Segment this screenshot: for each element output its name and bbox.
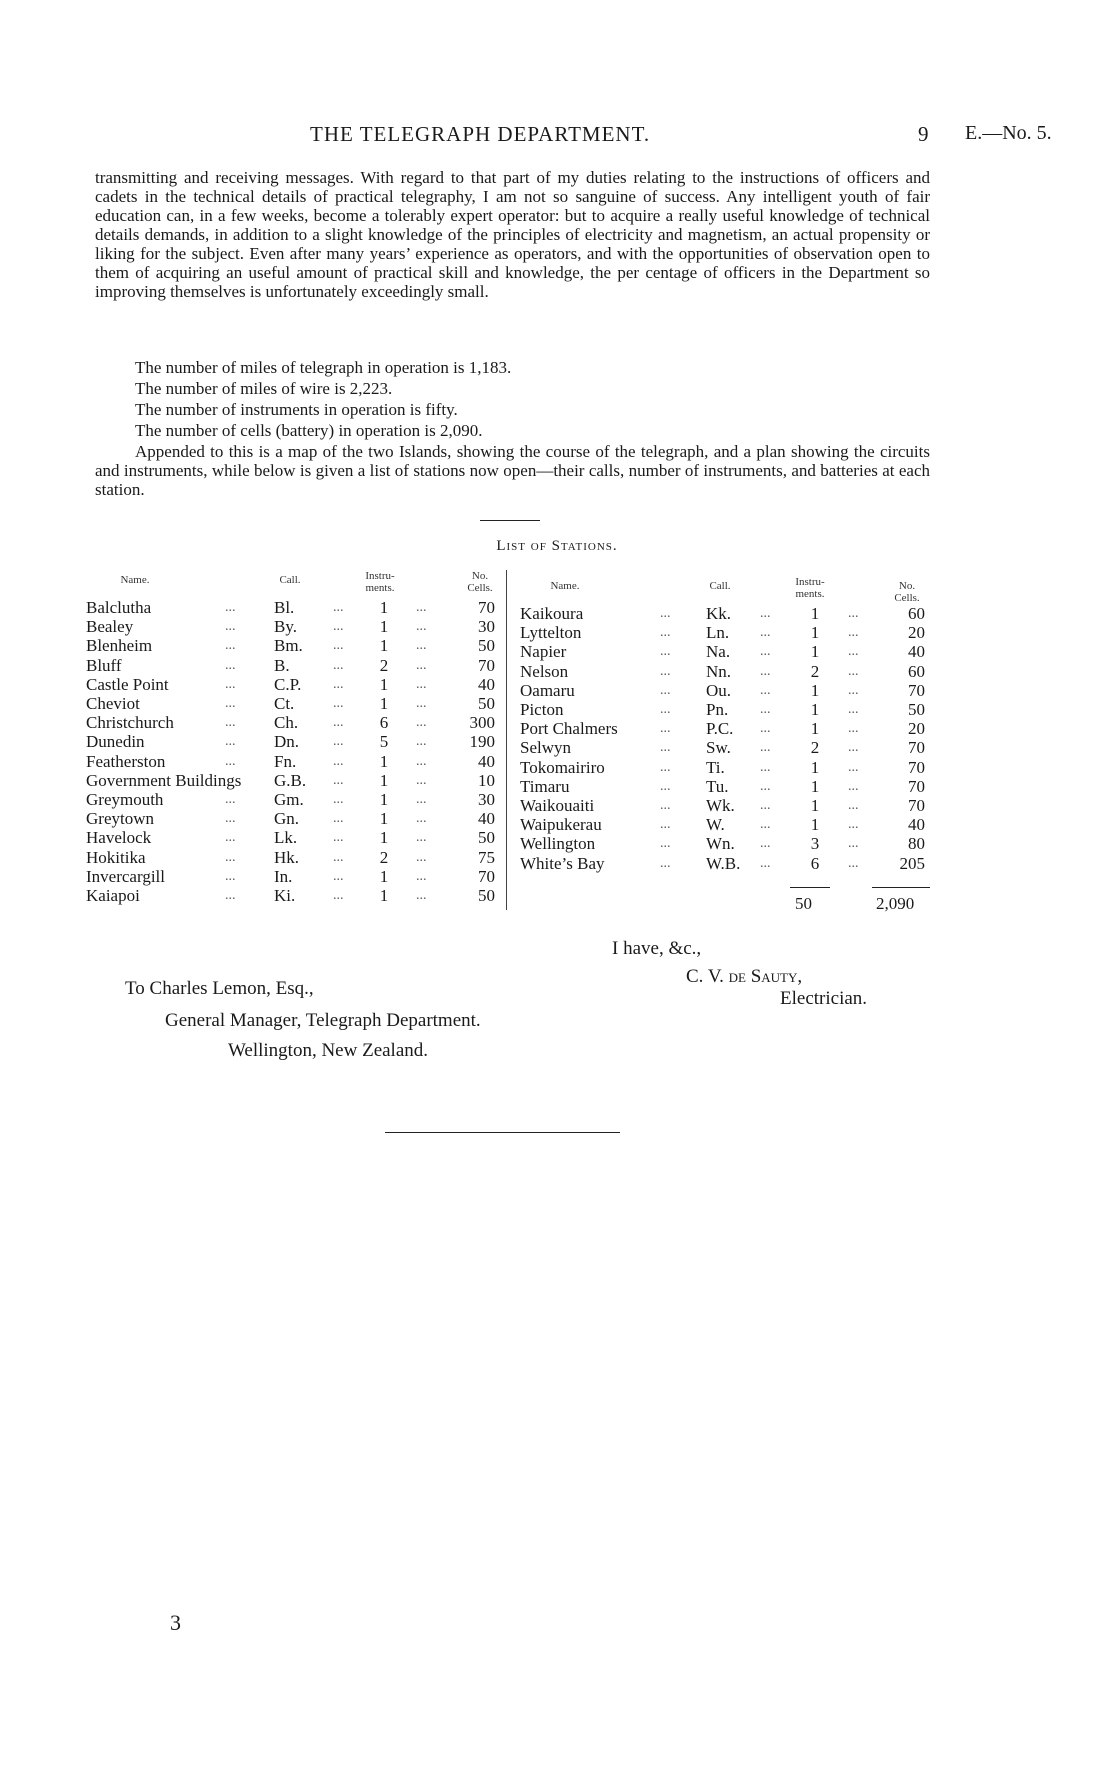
station-call: Gm. <box>274 790 304 809</box>
station-call: By. <box>274 617 297 637</box>
station-cells: 205 <box>899 853 925 873</box>
header-cells-right <box>887 580 927 604</box>
leader-dots: ... <box>660 644 671 660</box>
station-call: Wn. <box>706 834 735 854</box>
station-instruments: 1 <box>379 790 389 809</box>
header-name-right: Name. <box>550 580 580 592</box>
station-instruments: 1 <box>379 809 389 829</box>
station-instruments: 1 <box>810 642 820 662</box>
header-call-left: Call. <box>279 574 301 586</box>
closing-formula: I have, &c., <box>612 938 702 959</box>
station-instruments: 2 <box>810 661 820 681</box>
header-instr-line1: Instru- <box>365 570 395 582</box>
station-name: Bealey <box>86 617 134 637</box>
station-call: Lk. <box>274 828 298 848</box>
leader-dots: ... <box>760 682 771 698</box>
header-instr-line2: ments. <box>795 588 825 600</box>
station-cells: 50 <box>478 694 495 713</box>
station-name: Oamaru <box>520 680 575 700</box>
leader-dots: ... <box>760 817 771 833</box>
station-cells: 20 <box>908 719 925 739</box>
leader-dots: ... <box>760 778 771 794</box>
leader-dots: ... <box>225 811 236 827</box>
leader-dots: ... <box>760 721 771 737</box>
station-cells: 30 <box>478 617 495 637</box>
leader-dots: ... <box>848 855 859 871</box>
station-cells: 70 <box>478 655 495 675</box>
station-name: Christchurch <box>86 713 174 733</box>
leader-dots: ... <box>848 740 859 756</box>
station-call: Bm. <box>274 636 303 656</box>
leader-dots: ... <box>848 644 859 660</box>
station-cells: 50 <box>478 636 495 656</box>
station-instruments: 2 <box>379 655 389 675</box>
station-name: Nelson <box>520 661 569 681</box>
leader-dots: ... <box>848 625 859 641</box>
leader-dots: ... <box>225 696 236 711</box>
leader-dots: ... <box>333 753 344 769</box>
leader-dots: ... <box>660 682 671 698</box>
station-call: Nn. <box>706 661 732 681</box>
station-name: Greytown <box>86 809 154 829</box>
document-reference: E.—No. 5. <box>965 122 1052 144</box>
table-caption: List of Stations. <box>496 538 618 554</box>
leader-dots: ... <box>660 759 671 775</box>
leader-dots: ... <box>225 830 236 846</box>
table-column-divider <box>506 570 507 910</box>
leader-dots: ... <box>333 619 344 635</box>
station-cells: 70 <box>908 738 925 758</box>
leader-dots: ... <box>225 868 236 884</box>
station-instruments: 1 <box>810 604 820 623</box>
leader-dots: ... <box>333 600 344 615</box>
station-cells: 50 <box>478 886 495 905</box>
running-title: THE TELEGRAPH DEPARTMENT. <box>310 122 651 146</box>
leader-dots: ... <box>225 753 236 769</box>
station-instruments: 1 <box>379 751 389 771</box>
leader-dots: ... <box>225 888 236 903</box>
station-instruments: 1 <box>379 828 389 848</box>
station-instruments: 3 <box>810 834 820 854</box>
leader-dots: ... <box>416 849 427 865</box>
leader-dots: ... <box>416 696 427 711</box>
leader-dots: ... <box>333 638 344 654</box>
leader-dots: ... <box>333 676 344 692</box>
address-line-2: General Manager, Telegraph Department. <box>165 1010 481 1031</box>
station-call: Wk. <box>706 796 735 815</box>
header-cells-line1: No. <box>898 580 916 592</box>
leader-dots: ... <box>416 868 427 884</box>
station-instruments: 1 <box>810 815 820 835</box>
closing-rule <box>385 1132 620 1133</box>
station-instruments: 2 <box>379 847 389 867</box>
leader-dots: ... <box>333 868 344 884</box>
leader-dots: ... <box>660 721 671 737</box>
station-instruments: 1 <box>810 680 820 700</box>
station-call: P.C. <box>706 719 734 739</box>
address-line-3: Wellington, New Zealand. <box>228 1040 429 1061</box>
leader-dots: ... <box>225 657 236 673</box>
stat-miles-wire: The number of miles of wire is 2,223. <box>135 379 393 398</box>
station-instruments: 6 <box>810 853 820 873</box>
station-instruments: 1 <box>379 674 389 694</box>
header-cells-left <box>460 570 500 594</box>
station-cells: 30 <box>478 790 495 809</box>
leader-dots: ... <box>416 772 427 788</box>
station-instruments: 1 <box>379 617 389 637</box>
leader-dots: ... <box>333 849 344 865</box>
leader-dots: ... <box>848 817 859 833</box>
station-cells: 40 <box>908 642 925 662</box>
leader-dots: ... <box>225 676 236 692</box>
station-cells: 80 <box>908 834 925 854</box>
station-name: Wellington <box>520 834 596 854</box>
station-cells: 190 <box>469 732 495 752</box>
leader-dots: ... <box>333 772 344 788</box>
station-name: Waipukerau <box>520 815 602 835</box>
station-instruments: 2 <box>810 738 820 758</box>
station-call: Fn. <box>274 751 297 771</box>
leader-dots: ... <box>660 606 671 621</box>
station-instruments: 5 <box>379 732 389 752</box>
leader-dots: ... <box>225 849 236 865</box>
station-name: Balclutha <box>86 598 152 617</box>
leader-dots: ... <box>660 702 671 717</box>
leader-dots: ... <box>848 721 859 737</box>
station-cells: 70 <box>908 680 925 700</box>
leader-dots: ... <box>333 792 344 807</box>
station-call: Kk. <box>706 604 732 623</box>
station-call: Na. <box>706 642 731 662</box>
leader-dots: ... <box>333 830 344 846</box>
leader-dots: ... <box>760 606 771 621</box>
leader-dots: ... <box>760 702 771 717</box>
leader-dots: ... <box>848 759 859 775</box>
station-name: Waikouaiti <box>520 796 595 815</box>
station-call: B. <box>274 655 290 675</box>
station-call: Dn. <box>274 732 300 752</box>
paragraph-training: transmitting and receiving messages. With regard to that part of my duties relating to the instructions of officers and cadets in the technical details of practical telegraphy, I am not so sanguine of success. Any intelligent youth of fair education can, in a few weeks, become a tolerably expert operator: but to acquire a really useful knowledge of technical details demands, in addition to a slight knowledge of the principles of electricity and magnetism, an actual propensity or liking for the subject. Even after many years’ experience as operators, and with the opportunities of observation open to them of acquiring an useful amount of practical skill and knowledge, the per centage of officers in the Department so improving themselves is unfortunately exceedingly small. <box>95 168 930 301</box>
station-cells: 75 <box>478 847 495 867</box>
station-instruments: 1 <box>810 623 820 643</box>
leader-dots: ... <box>416 600 427 615</box>
station-instruments: 1 <box>810 757 820 777</box>
leader-dots: ... <box>416 792 427 807</box>
station-call: G.B. <box>274 770 307 790</box>
sheet-signature: 3 <box>170 1610 181 1635</box>
station-name: White’s Bay <box>520 853 605 873</box>
station-name: Hokitika <box>86 847 146 867</box>
station-instruments: 1 <box>379 598 389 617</box>
station-cells: 40 <box>478 674 495 694</box>
leader-dots: ... <box>848 778 859 794</box>
signer <box>686 966 802 988</box>
header-instr-line2: ments. <box>365 582 395 594</box>
station-cells: 10 <box>478 770 495 790</box>
leader-dots: ... <box>660 798 671 813</box>
station-call: Ct. <box>274 694 295 713</box>
leader-dots: ... <box>225 638 236 654</box>
leader-dots: ... <box>225 600 236 615</box>
header-cells-line2: Cells. <box>894 592 920 604</box>
station-call: Ou. <box>706 680 732 700</box>
leader-dots: ... <box>848 682 859 698</box>
leader-dots: ... <box>416 888 427 903</box>
station-name: Bluff <box>86 655 122 675</box>
station-call: Ch. <box>274 713 299 733</box>
leader-dots: ... <box>660 625 671 641</box>
station-cells: 70 <box>478 866 495 886</box>
leader-dots: ... <box>225 715 236 731</box>
station-cells: 70 <box>478 598 495 617</box>
station-cells: 20 <box>908 623 925 643</box>
leader-dots: ... <box>416 676 427 692</box>
station-name: Invercargill <box>86 866 165 886</box>
station-instruments: 1 <box>810 796 820 815</box>
stat-cells: The number of cells (battery) in operation is 2,090. <box>135 421 483 440</box>
total-rule-cells <box>872 887 930 888</box>
leader-dots: ... <box>760 740 771 756</box>
station-name: Greymouth <box>86 790 164 809</box>
station-name: Port Chalmers <box>520 719 618 739</box>
leader-dots: ... <box>416 638 427 654</box>
station-cells: 50 <box>478 828 495 848</box>
station-call: In. <box>274 866 293 886</box>
station-name: Lyttelton <box>520 623 582 643</box>
leader-dots: ... <box>416 657 427 673</box>
header-cells-line1: No. <box>471 570 489 582</box>
leader-dots: ... <box>416 753 427 769</box>
page-number: 9 <box>918 122 929 146</box>
station-call: Gn. <box>274 809 300 829</box>
leader-dots: ... <box>848 702 859 717</box>
header-instruments-right <box>785 576 835 600</box>
separator-rule <box>480 520 540 521</box>
leader-dots: ... <box>660 740 671 756</box>
station-name: Government Buildings <box>86 770 242 790</box>
leader-dots: ... <box>333 657 344 673</box>
station-cells: 50 <box>908 700 925 719</box>
leader-dots: ... <box>848 606 859 621</box>
station-call: Pn. <box>706 700 729 719</box>
station-call: Tu. <box>706 776 729 796</box>
leader-dots: ... <box>416 830 427 846</box>
station-instruments: 1 <box>379 770 389 790</box>
leader-dots: ... <box>225 619 236 635</box>
leader-dots: ... <box>225 734 236 750</box>
station-instruments: 1 <box>379 886 389 905</box>
station-cells: 300 <box>469 713 495 733</box>
leader-dots: ... <box>416 734 427 750</box>
station-call: C.P. <box>274 674 302 694</box>
total-cells: 2,090 <box>876 894 915 913</box>
station-name: Selwyn <box>520 738 571 758</box>
header-instr-line1: Instru- <box>795 576 825 588</box>
station-name: Havelock <box>86 828 152 848</box>
station-cells: 40 <box>478 809 495 829</box>
station-call: Ti. <box>706 757 725 777</box>
station-instruments: 1 <box>810 776 820 796</box>
station-cells: 40 <box>478 751 495 771</box>
leader-dots: ... <box>225 792 236 807</box>
leader-dots: ... <box>416 715 427 731</box>
station-name: Picton <box>520 700 564 719</box>
station-instruments: 1 <box>379 866 389 886</box>
stat-miles-telegraph: The number of miles of telegraph in operation is 1,183. <box>135 358 512 377</box>
station-instruments: 6 <box>379 713 389 733</box>
station-cells: 60 <box>908 604 925 623</box>
station-call: Hk. <box>274 847 300 867</box>
leader-dots: ... <box>760 855 771 871</box>
station-name: Cheviot <box>86 694 140 713</box>
station-name: Kaiapoi <box>86 886 140 905</box>
station-name: Napier <box>520 642 567 662</box>
station-call: Ki. <box>274 886 296 905</box>
leader-dots: ... <box>848 836 859 852</box>
signer-initials: C. V. <box>686 966 724 987</box>
leader-dots: ... <box>848 798 859 813</box>
station-cells: 70 <box>908 796 925 815</box>
leader-dots: ... <box>416 619 427 635</box>
total-rule-instruments <box>790 887 830 888</box>
leader-dots: ... <box>848 663 859 679</box>
station-instruments: 1 <box>810 700 820 719</box>
station-call: W.B. <box>706 853 741 873</box>
station-name: Featherston <box>86 751 166 771</box>
signer-surname: Sauty, <box>750 966 803 987</box>
station-name: Kaikoura <box>520 604 584 623</box>
leader-dots: ... <box>333 715 344 731</box>
header-cells-line2: Cells. <box>467 582 493 594</box>
station-name: Timaru <box>520 776 570 796</box>
header-name-left: Name. <box>120 574 150 586</box>
station-instruments: 1 <box>379 636 389 656</box>
leader-dots: ... <box>760 759 771 775</box>
leader-dots: ... <box>333 888 344 903</box>
signer-title: Electrician. <box>780 988 868 1009</box>
total-instruments: 50 <box>795 894 812 913</box>
paragraph-appended: Appended to this is a map of the two Islands, showing the course of the telegraph, and a plan showing the circuits and instruments, while below is given a list of stations now open—their calls, number of instruments, and batteries at each station. <box>95 442 930 499</box>
stat-instruments: The number of instruments in operation is fifty. <box>135 400 458 419</box>
station-call: Ln. <box>706 623 730 643</box>
station-cells: 60 <box>908 661 925 681</box>
header-call-right: Call. <box>709 580 731 592</box>
station-instruments: 1 <box>379 694 389 713</box>
station-instruments: 1 <box>810 719 820 739</box>
header-instruments-left <box>355 570 405 594</box>
signer-particle: de <box>728 966 746 987</box>
leader-dots: ... <box>760 644 771 660</box>
leader-dots: ... <box>333 734 344 750</box>
station-cells: 70 <box>908 776 925 796</box>
station-call: W. <box>706 815 725 835</box>
station-name: Castle Point <box>86 674 169 694</box>
leader-dots: ... <box>660 836 671 852</box>
leader-dots: ... <box>660 817 671 833</box>
station-name: Blenheim <box>86 636 153 656</box>
leader-dots: ... <box>333 696 344 711</box>
address-line-1: To Charles Lemon, Esq., <box>125 978 314 999</box>
station-call: Bl. <box>274 598 295 617</box>
station-cells: 40 <box>908 815 925 835</box>
leader-dots: ... <box>660 663 671 679</box>
station-cells: 70 <box>908 757 925 777</box>
leader-dots: ... <box>760 663 771 679</box>
leader-dots: ... <box>760 836 771 852</box>
leader-dots: ... <box>660 778 671 794</box>
leader-dots: ... <box>760 798 771 813</box>
station-name: Tokomairiro <box>520 757 605 777</box>
leader-dots: ... <box>760 625 771 641</box>
leader-dots: ... <box>333 811 344 827</box>
station-name: Dunedin <box>86 732 145 752</box>
station-call: Sw. <box>706 738 731 758</box>
leader-dots: ... <box>416 811 427 827</box>
leader-dots: ... <box>660 855 671 871</box>
